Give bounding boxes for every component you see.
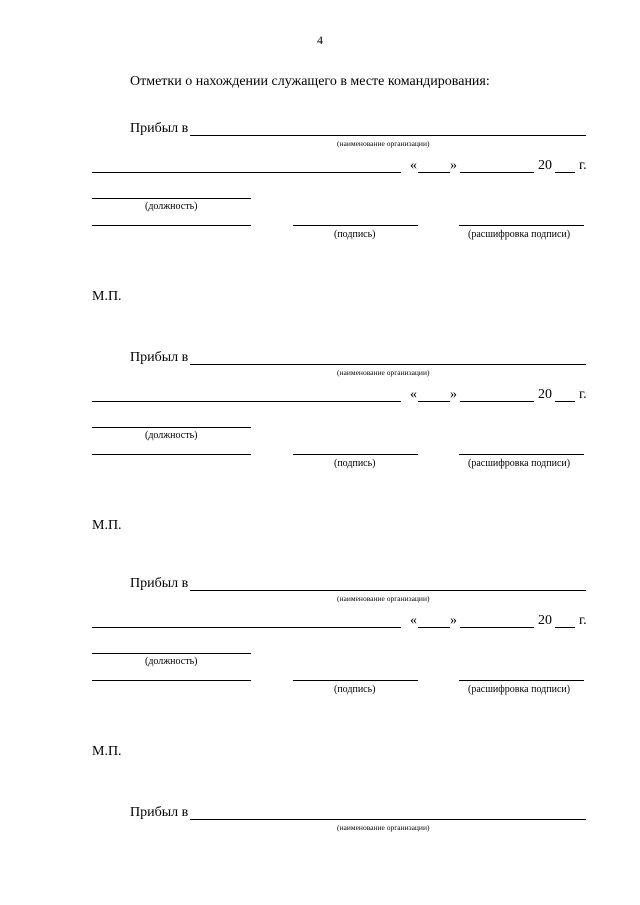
organization-caption: (наименование организации) <box>337 823 430 832</box>
organization-field[interactable] <box>190 364 586 365</box>
signature-decode-caption: (расшифровка подписи) <box>468 458 571 469</box>
arrived-label: Прибыл в <box>130 805 189 820</box>
organization-caption: (наименование организации) <box>337 368 430 377</box>
arrival-block-2 <box>0 229 640 533</box>
year-suffix: г. <box>579 158 587 173</box>
year-field[interactable] <box>555 401 575 402</box>
arrived-label: Прибыл в <box>130 350 189 365</box>
year-suffix: г. <box>579 387 587 402</box>
signature-field[interactable] <box>293 680 418 681</box>
date-line-field[interactable] <box>92 401 401 402</box>
date-line-field[interactable] <box>92 172 401 173</box>
stamp-label: М.П. <box>92 518 122 533</box>
day-field[interactable] <box>418 627 450 628</box>
position-caption: (должность) <box>145 201 198 212</box>
year-prefix: 20 <box>538 613 552 628</box>
organization-field[interactable] <box>190 819 586 820</box>
page-title: Отметки о нахождении служащего в месте командирования: <box>130 74 490 89</box>
stamp-label: М.П. <box>92 744 122 759</box>
signature-decode-field[interactable] <box>459 225 584 226</box>
quote-close: » <box>450 613 457 628</box>
year-field[interactable] <box>555 627 575 628</box>
date-line-field[interactable] <box>92 627 401 628</box>
arrived-label: Прибыл в <box>130 121 189 136</box>
signature-field[interactable] <box>293 225 418 226</box>
stamp-label: М.П. <box>92 289 122 304</box>
arrived-label: Прибыл в <box>130 576 189 591</box>
year-field[interactable] <box>555 172 575 173</box>
month-field[interactable] <box>460 172 534 173</box>
signature-caption: (подпись) <box>334 684 376 695</box>
quote-open: « <box>410 613 417 628</box>
quote-open: « <box>410 387 417 402</box>
position-caption: (должность) <box>145 430 198 441</box>
organization-field[interactable] <box>190 135 586 136</box>
arrival-block-1 <box>0 0 640 304</box>
organization-caption: (наименование организации) <box>337 594 430 603</box>
quote-close: » <box>450 387 457 402</box>
organization-field[interactable] <box>190 590 586 591</box>
month-field[interactable] <box>460 627 534 628</box>
position-line-2[interactable] <box>92 225 251 226</box>
position-line-2[interactable] <box>92 680 251 681</box>
arrival-block-4 <box>0 684 640 884</box>
signature-caption: (подпись) <box>334 458 376 469</box>
signature-decode-field[interactable] <box>459 680 584 681</box>
arrival-block-3 <box>0 455 640 759</box>
quote-open: « <box>410 158 417 173</box>
position-field[interactable] <box>92 198 251 199</box>
year-suffix: г. <box>579 613 587 628</box>
position-caption: (должность) <box>145 656 198 667</box>
position-field[interactable] <box>92 653 251 654</box>
organization-caption: (наименование организации) <box>337 139 430 148</box>
month-field[interactable] <box>460 401 534 402</box>
year-prefix: 20 <box>538 387 552 402</box>
day-field[interactable] <box>418 401 450 402</box>
quote-close: » <box>450 158 457 173</box>
page-number: 4 <box>317 33 323 47</box>
position-field[interactable] <box>92 427 251 428</box>
signature-decode-caption: (расшифровка подписи) <box>468 684 571 695</box>
signature-caption: (подпись) <box>334 229 376 240</box>
signature-decode-caption: (расшифровка подписи) <box>468 229 571 240</box>
day-field[interactable] <box>418 172 450 173</box>
year-prefix: 20 <box>538 158 552 173</box>
